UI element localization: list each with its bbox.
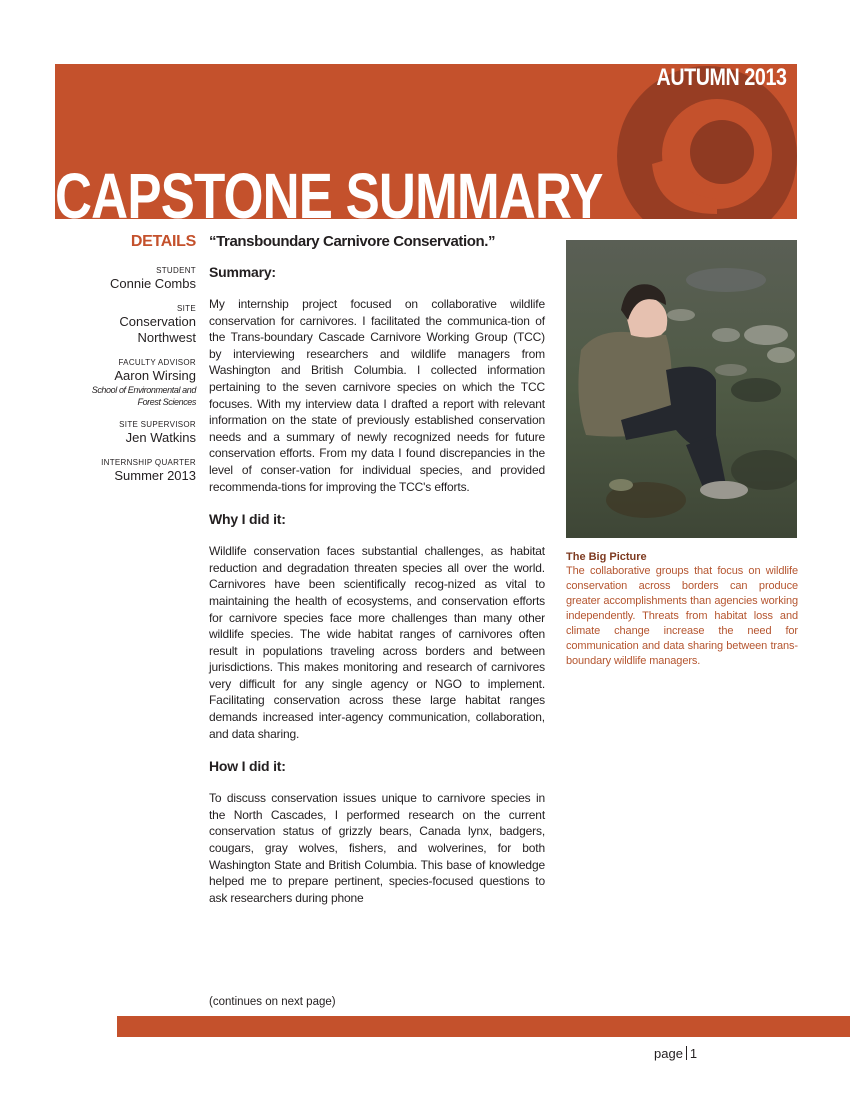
big-picture-callout xyxy=(566,550,798,669)
quarter-value: Summer 2013 xyxy=(114,468,196,483)
page-title: CAPSTONE SUMMARY xyxy=(55,160,603,232)
supervisor-name: Jen Watkins xyxy=(125,430,196,445)
page-number xyxy=(654,1046,697,1061)
site-name-line1: Conservation xyxy=(119,314,196,329)
why-text: Wildlife conservation faces substantial challenges, as habitat reduction and degradation threaten species all over the world. Carnivores have been scientifically recog-nized as vital to maintaining the health of ecosystems, and conservation efforts for carnivore species face more challenges than many other wildlife species. The wide habitat ranges of carnivores often result in populations traveling across borders and between jurisdictions. This makes monitoring and research of carnivores very difficult for any single agency or NGO to implement. Facilitating conservation across these large habitat ranges demands increased inter-agency communication, collaboration, and data sharing. xyxy=(209,544,545,741)
photo-illustration xyxy=(566,240,797,538)
summary-text: My internship project focused on collaborative wildlife conservation for carnivores. I facilitated the communica-tion of the Trans-boundary Cascade Carnivore Working Group (TCC) by interviewing researchers and wildlife managers from Washington and British Columbia. I collected information pertaining to the seven carnivore species on which the TCC focuses. With my interview data I drafted a report with relevant information on the state of previously established conservation needs and a summary of newly recognized needs for future conservation efforts. From my data I found discrepancies in the level of conser-vation for individual species, and provided recommenda-tions for improving the TCC's efforts. xyxy=(209,297,545,494)
page-number-value: 1 xyxy=(689,1046,698,1061)
summary-heading: Summary: xyxy=(209,264,276,280)
page-separator xyxy=(686,1046,687,1060)
detail-faculty xyxy=(55,358,196,408)
site-name-line2: Northwest xyxy=(137,330,196,345)
details-column xyxy=(55,232,196,496)
footer-bar xyxy=(117,1016,850,1037)
detail-student xyxy=(55,266,196,292)
faculty-label: FACULTY ADVISOR xyxy=(118,358,196,367)
big-picture-text: The collaborative groups that focus on wildlife conservation across borders can produce greater accomplishments than agencies working independently. Threats from habitat loss and climate change increase the need for communication and data sharing between trans-boundary wildlife managers. xyxy=(566,565,798,667)
main-column xyxy=(209,232,545,920)
faculty-dept-line2: Forest Sciences xyxy=(137,397,196,407)
page-label: page xyxy=(654,1046,683,1061)
why-heading: Why I did it: xyxy=(209,511,286,528)
student-label: STUDENT xyxy=(156,266,196,275)
supervisor-label: SITE SUPERVISOR xyxy=(119,420,196,429)
continues-note: (continues on next page) xyxy=(209,996,336,1008)
faculty-name: Aaron Wirsing xyxy=(114,368,196,383)
how-text: To discuss conservation issues unique to carnivore species in the North Cascades, I performed research on the current conservation status of grizzly bears, Canada lynx, badgers, cougars, gray wolves, fishers, and wolverines, for both Washington State and British Columbia. This base of knowledge helped me to prepare pertinent, species-focused questions to ask researchers during phone xyxy=(209,791,545,905)
detail-supervisor xyxy=(55,420,196,446)
detail-site xyxy=(55,304,196,346)
detail-quarter xyxy=(55,458,196,484)
site-label: SITE xyxy=(177,304,196,313)
student-name: Connie Combs xyxy=(110,276,196,291)
how-heading: How I did it: xyxy=(209,758,286,775)
faculty-dept-line1: School of Environmental and xyxy=(91,385,196,395)
big-picture-heading: The Big Picture xyxy=(566,551,647,563)
quarter-label: INTERNSHIP QUARTER xyxy=(101,458,196,467)
season-label: AUTUMN 2013 xyxy=(656,64,787,91)
details-heading: DETAILS xyxy=(130,233,196,250)
student-photo xyxy=(566,240,797,538)
project-title: “Transboundary Carnivore Conservation.” xyxy=(209,233,496,250)
